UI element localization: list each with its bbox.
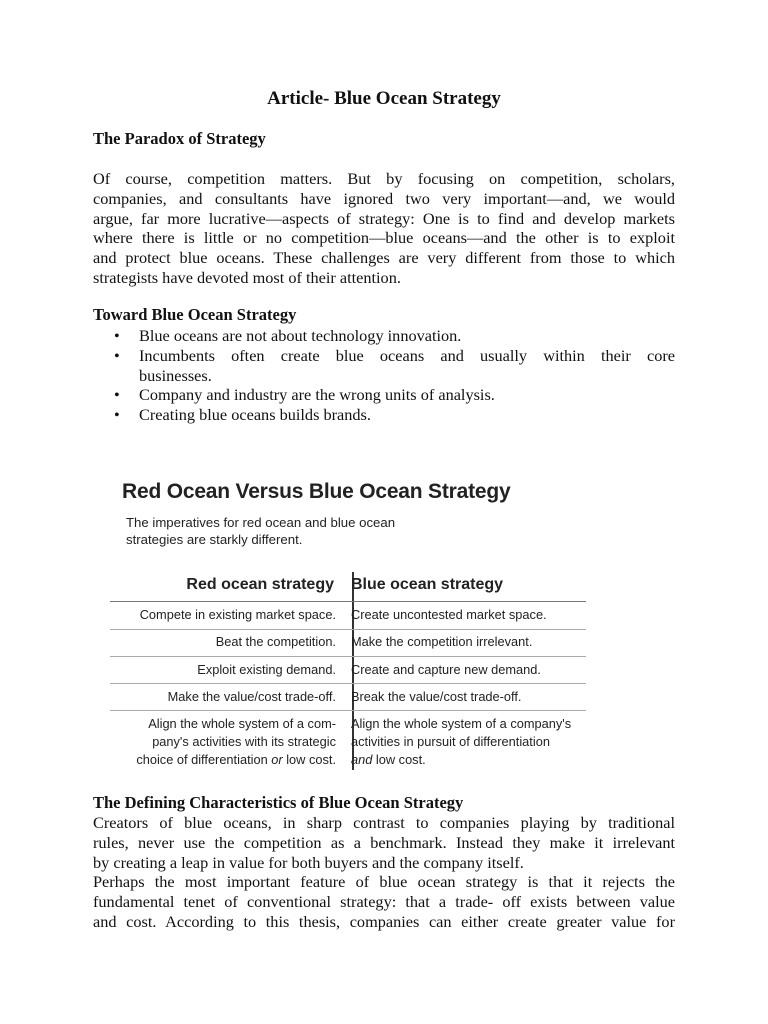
figure-subtitle-line: strategies are starkly different. [126,532,303,547]
red-cell: Make the value/cost trade-off. [167,689,336,704]
table-row [110,715,586,771]
table-row [110,661,586,683]
bullet-icon: • [114,345,120,365]
blue-cell: Align the whole system of a company's [351,716,572,731]
table-row [110,606,586,628]
paragraph-line: fundamental tenet of conventional strategy: that a trade- off exists between value [93,892,675,912]
paragraph-line: rules, never use the competition as a benchmark. Instead they make it irrelevant [93,832,675,852]
defining-paragraph [93,813,675,932]
paragraph-line: and cost. According to this thesis, companies can either create greater value for [93,911,675,931]
paragraph-line: strategists have devoted most of their attention. [93,267,401,287]
row-rule [110,710,586,711]
red-cell: choice of differentiation or low cost. [136,752,336,767]
blue-cell: Create and capture new demand. [351,662,541,677]
paragraph-line: companies, and consultants have ignored two very important—and, we would [93,188,675,208]
paragraph-line: Of course, competition matters. But by focusing on competition, scholars, [93,169,675,188]
document-title: Article- Blue Ocean Strategy [267,88,501,109]
section-heading-toward: Toward Blue Ocean Strategy [93,305,297,324]
row-rule [110,683,586,684]
red-cell: Beat the competition. [215,634,336,649]
section-heading-defining: The Defining Characteristics of Blue Ocean Strategy [93,793,464,812]
comparison-table [110,572,586,767]
list-item [93,385,675,405]
paragraph-line: where there is little or no competition—blue oceans—and the other is to exploit [93,228,675,248]
list-item [93,405,675,425]
row-rule [110,629,586,630]
blue-cell: activities in pursuit of differentiation [351,734,550,749]
figure-subtitle-line: The imperatives for red ocean and blue ocean [126,515,396,530]
blue-cell: Break the value/cost trade-off. [351,689,522,704]
list-item-text: Blue oceans are not about technology innovation. [139,326,462,345]
section-heading-paradox: The Paradox of Strategy [93,129,266,148]
bullet-list [93,326,675,425]
paragraph-line: argue, far more lucrative—aspects of strategy: One is to find and develop markets [93,208,675,228]
paragraph-line: Creators of blue oceans, in sharp contrast to companies playing by traditional [93,813,675,832]
list-item [93,346,675,386]
column-header-red: Red ocean strategy [186,576,334,593]
paragraph-line: by creating a leap in value for both buyers and the company itself. [93,852,524,872]
row-rule [110,656,586,657]
list-item-text: businesses. [139,365,212,385]
comparison-figure [96,468,601,773]
table-row [110,633,586,655]
list-item [93,326,675,346]
blue-cell: and low cost. [351,752,426,767]
red-cell: pany's activities with its strategic [152,734,336,749]
bullet-icon: • [114,326,120,345]
list-item-text: Creating blue oceans builds brands. [139,405,371,425]
table-header [110,572,586,600]
bullet-icon: • [114,385,120,405]
column-header-blue: Blue ocean strategy [351,576,504,593]
figure-title: Red Ocean Versus Blue Ocean Strategy [122,480,511,503]
list-item-text: Incumbents often create blue oceans and usually within their core [139,345,675,365]
paradox-paragraph [93,169,675,288]
header-rule [110,601,586,602]
list-item-text: Company and industry are the wrong units of analysis. [139,385,495,405]
red-cell: Exploit existing demand. [197,662,336,677]
paragraph-line: and protect blue oceans. These challenges are very different from those to which [93,248,675,268]
red-cell: Align the whole system of a com- [148,716,336,731]
figure-subtitle [126,514,395,548]
blue-cell: Create uncontested market space. [351,607,547,622]
blue-cell: Make the competition irrelevant. [351,634,533,649]
table-row [110,688,586,710]
bullet-icon: • [114,405,120,425]
red-cell: Compete in existing market space. [139,607,336,622]
paragraph-line: Perhaps the most important feature of blue ocean strategy is that it rejects the [93,872,675,892]
